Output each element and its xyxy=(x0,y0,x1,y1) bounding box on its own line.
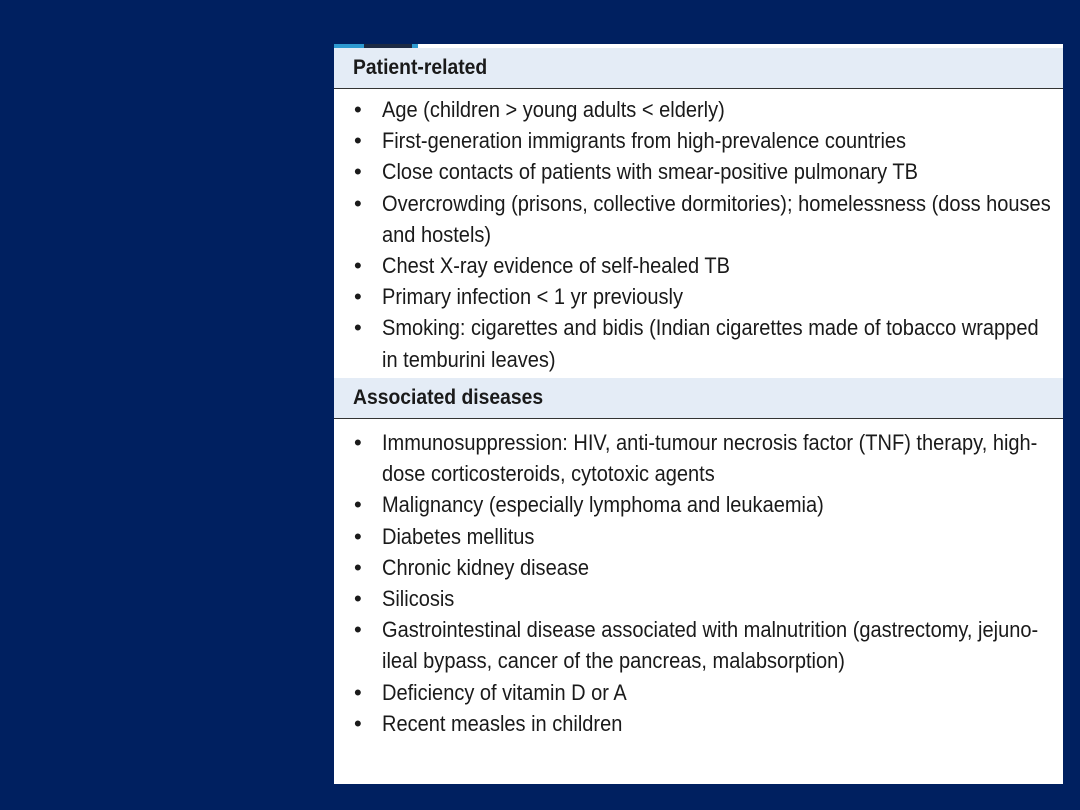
list-item: • Gastrointestinal disease associated with malnutrition (gastrectomy, jejuno-ileal bypass, cancer of the pancreas, malabsorption) xyxy=(334,614,1063,676)
section-header-patient-related xyxy=(334,48,1063,89)
associated-diseases-list xyxy=(334,427,1063,739)
list-item: • Diabetes mellitus xyxy=(334,521,1063,552)
risk-factor-table xyxy=(334,44,1063,784)
bullet-icon: • xyxy=(354,128,362,154)
bullet-icon: • xyxy=(354,554,362,580)
list-item: • Close contacts of patients with smear-positive pulmonary TB xyxy=(334,156,1063,187)
section-header-associated-diseases xyxy=(334,378,1063,419)
list-item: • Age (children > young adults < elderly) xyxy=(334,94,1063,125)
bullet-icon: • xyxy=(354,284,362,310)
bullet-icon: • xyxy=(354,710,362,736)
bullet-icon: • xyxy=(354,97,362,122)
bullet-icon: • xyxy=(354,253,362,279)
list-item: • Recent measles in children xyxy=(334,708,1063,739)
list-item: • Malignancy (especially lymphoma and leukaemia) xyxy=(334,489,1063,520)
bullet-icon: • xyxy=(354,586,362,612)
list-item: • Immunosuppression: HIV, anti-tumour necrosis factor (TNF) therapy, high-dose corticosteroids, cytotoxic agents xyxy=(334,427,1063,489)
list-item: • Primary infection < 1 yr previously xyxy=(334,281,1063,312)
list-item: • First-generation immigrants from high-prevalence countries xyxy=(334,125,1063,156)
section-header-label: Associated diseases xyxy=(353,386,544,409)
list-item: • Overcrowding (prisons, collective dormitories); homelessness (doss houses and hostels) xyxy=(334,188,1063,250)
bullet-icon: • xyxy=(354,492,362,518)
list-item: • Chest X-ray evidence of self-healed TB xyxy=(334,250,1063,281)
bullet-icon: • xyxy=(354,679,362,705)
bullet-icon: • xyxy=(354,315,362,341)
list-item: • Deficiency of vitamin D or A xyxy=(334,677,1063,708)
bullet-icon: • xyxy=(354,190,362,216)
section-header-label: Patient-related xyxy=(353,56,488,79)
list-item: • Chronic kidney disease xyxy=(334,552,1063,583)
patient-related-list xyxy=(334,94,1063,375)
bullet-icon: • xyxy=(354,523,362,549)
list-item: • Silicosis xyxy=(334,583,1063,614)
bullet-icon: • xyxy=(354,430,362,455)
bullet-icon: • xyxy=(354,617,362,643)
list-item: • Smoking: cigarettes and bidis (Indian cigarettes made of tobacco wrapped in temburini leaves) xyxy=(334,312,1063,374)
bullet-icon: • xyxy=(354,159,362,185)
